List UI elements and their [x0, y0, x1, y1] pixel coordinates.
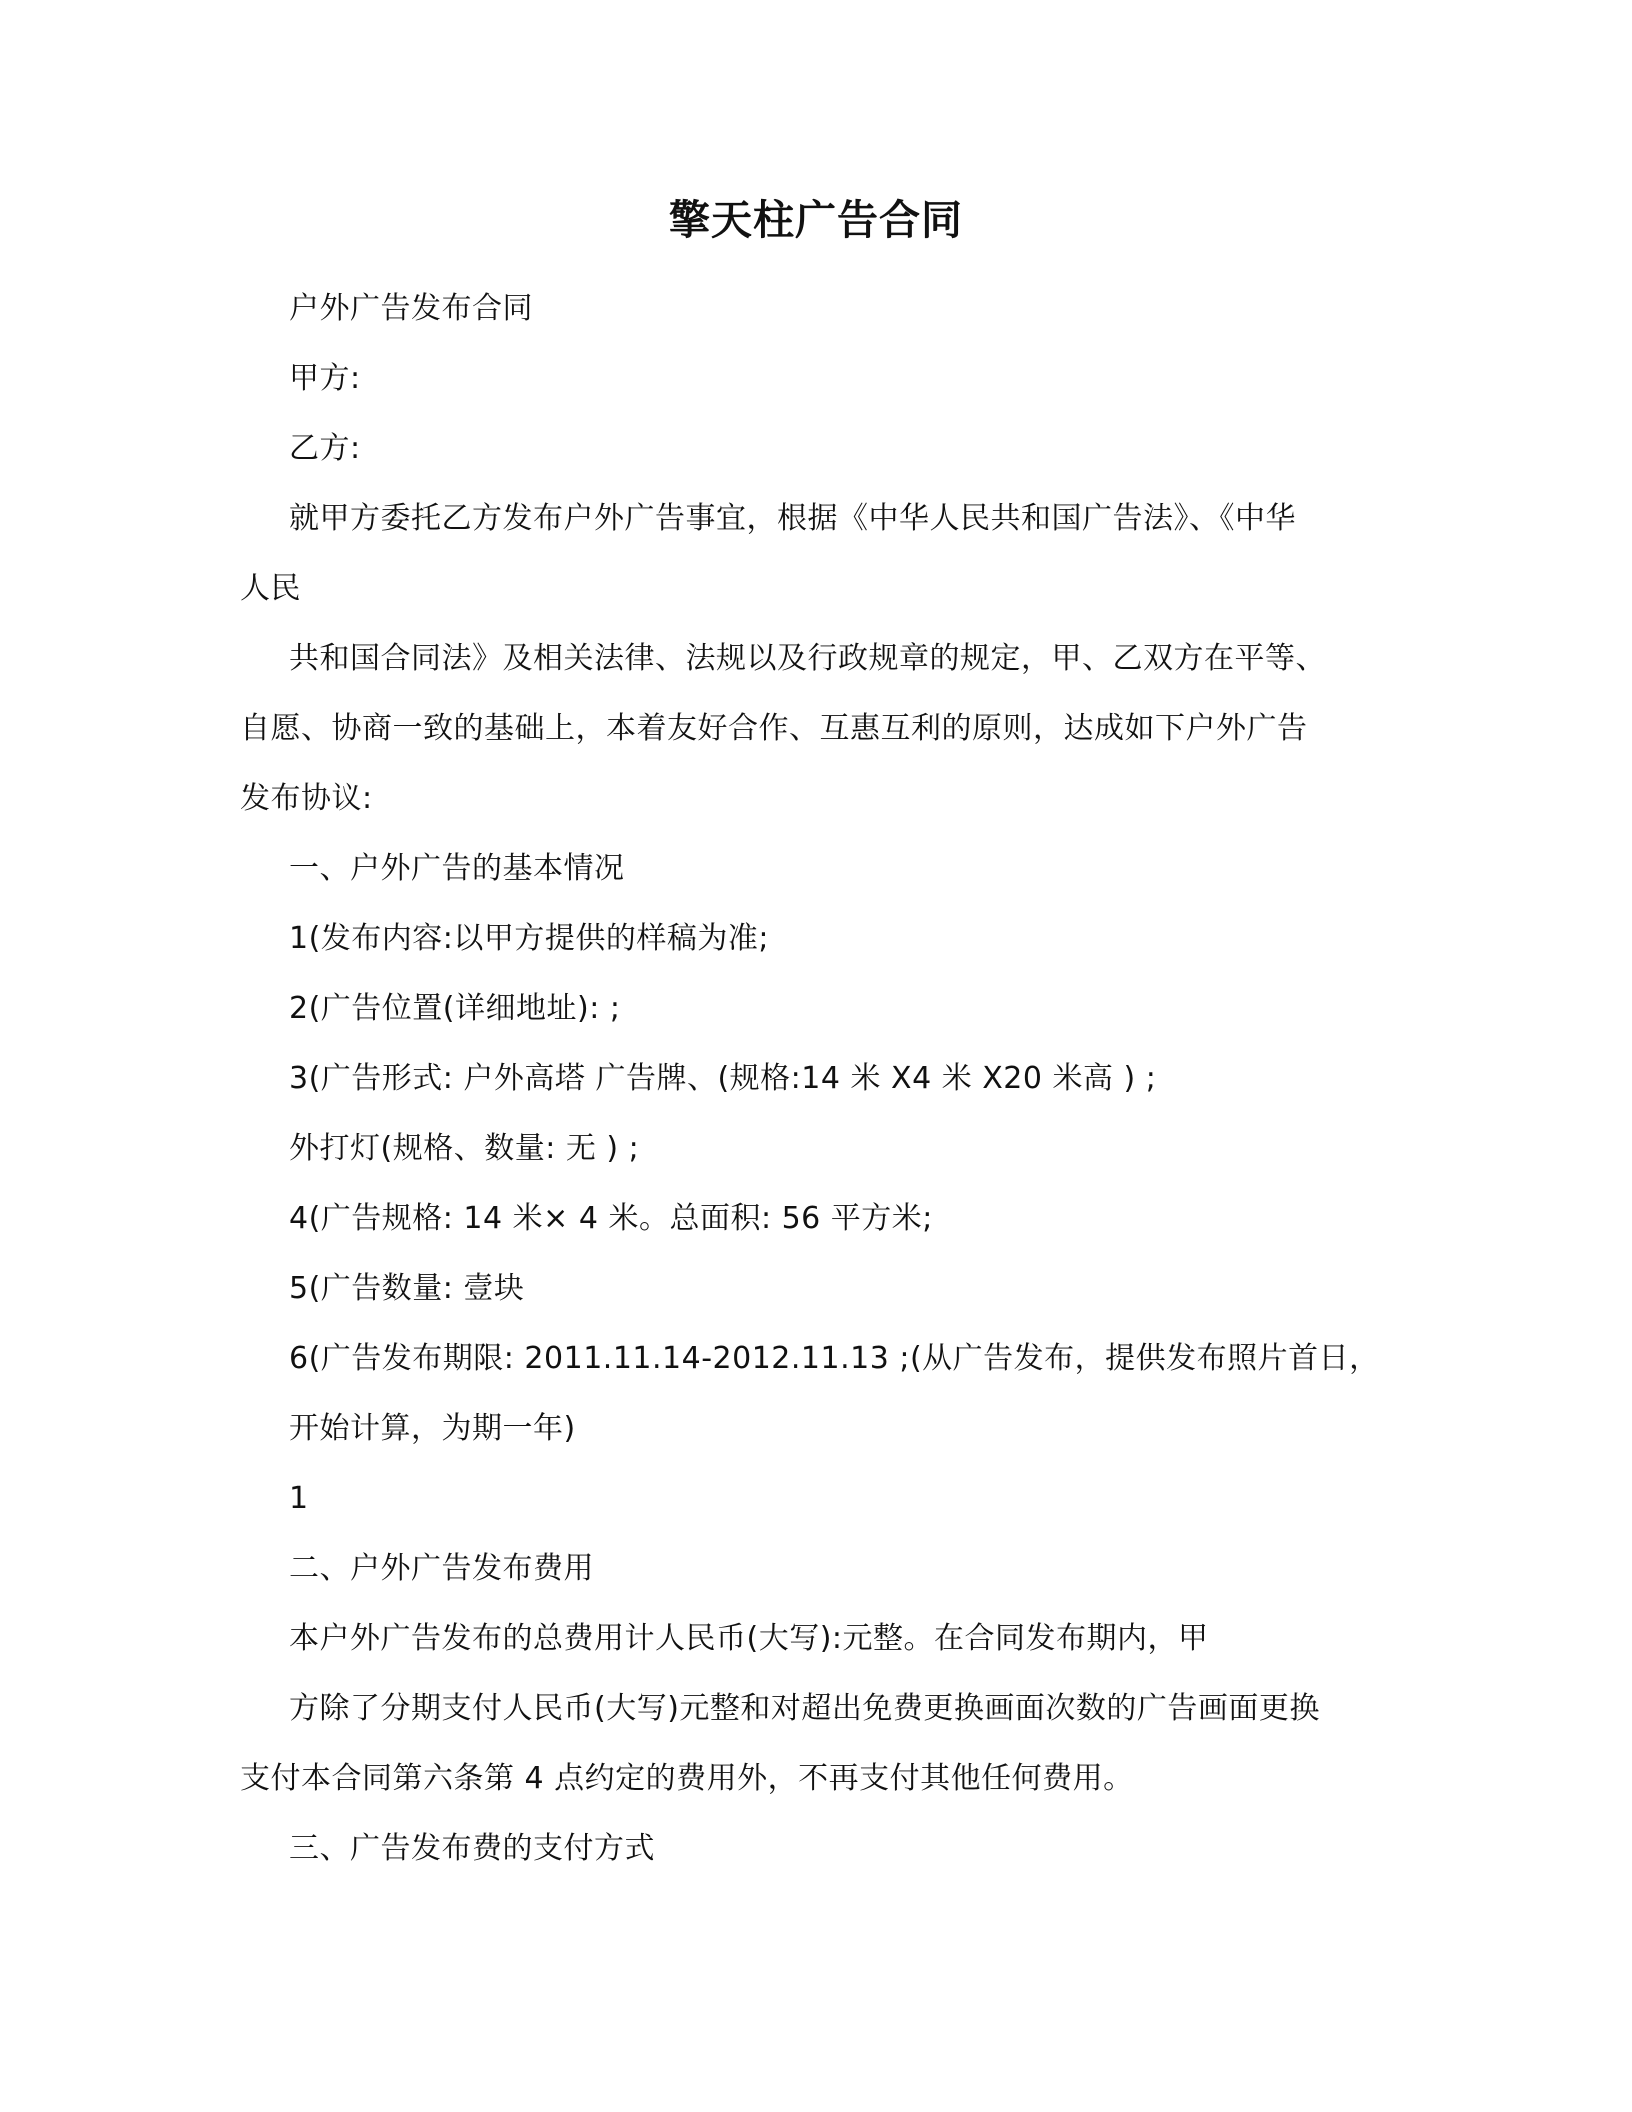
text-line: 就甲方委托乙方发布户外广告事宜，根据《中华人民共和国广告法》、《中华: [289, 501, 1296, 536]
text-line: 支付本合同第六条第 4 点约定的费用外，不再支付其他任何费用。: [240, 1761, 1134, 1796]
text-line: 三、广告发布费的支付方式: [289, 1831, 655, 1866]
text-line: 二、户外广告发布费用: [289, 1551, 594, 1586]
text-line: 6(广告发布期限: 2011.11.14-2012.11.13 ;(从广告发布，提供发布照片首日，: [289, 1341, 1380, 1376]
text-line: 人民: [240, 571, 301, 606]
text-line: 4(广告规格: 14 米× 4 米。总面积: 56 平方米;: [289, 1201, 933, 1236]
text-line: 自愿、协商一致的基础上，本着友好合作、互惠互利的原则，达成如下户外广告: [240, 711, 1308, 746]
text-line: 1(发布内容:以甲方提供的样稿为准;: [289, 921, 770, 956]
text-line: 甲方:: [289, 361, 361, 396]
text-line: 本户外广告发布的总费用计人民币(大写):元整。在合同发布期内，甲: [289, 1621, 1209, 1656]
text-line: 3(广告形式: 户外高塔 广告牌、(规格:14 米 X4 米 X20 米高 ) ;: [289, 1061, 1157, 1096]
document-body: [240, 274, 1380, 1884]
text-line: 方除了分期支付人民币(大写)元整和对超出免费更换画面次数的广告画面更换: [289, 1691, 1320, 1726]
text-line: 5(广告数量: 壹块: [289, 1271, 525, 1306]
text-line: 乙方:: [289, 431, 361, 466]
text-line: 共和国合同法》及相关法律、法规以及行政规章的规定，甲、乙双方在平等、: [289, 641, 1326, 676]
text-line: 户外广告发布合同: [289, 291, 533, 326]
text-line: 一、户外广告的基本情况: [289, 851, 625, 886]
text-line: 发布协议:: [240, 781, 373, 816]
text-line: 开始计算，为期一年): [289, 1411, 576, 1446]
text-line: 外打灯(规格、数量: 无 ) ;: [289, 1131, 640, 1166]
text-line: 2(广告位置(详细地址): ;: [289, 991, 621, 1026]
document-title: 擎天柱广告合同: [669, 196, 963, 244]
text-line: 1: [289, 1481, 309, 1516]
